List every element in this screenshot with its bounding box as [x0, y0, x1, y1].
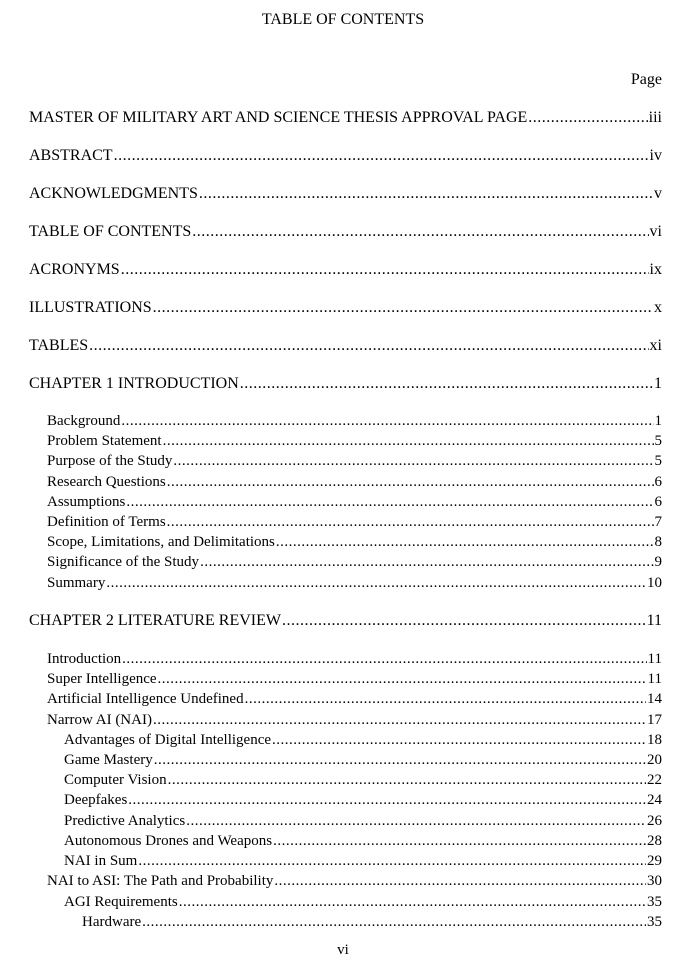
- toc-entry: [47, 689, 662, 709]
- toc-entry-page: 5: [654, 433, 662, 449]
- toc-entry-page: 18: [647, 732, 662, 748]
- toc-entry: [64, 770, 662, 790]
- toc-entry-page: 20: [647, 752, 662, 768]
- dot-leader: [282, 611, 646, 631]
- dot-leader: [89, 336, 648, 356]
- toc-entry-title: Autonomous Drones and Weapons: [64, 833, 273, 849]
- page-title: TABLE OF CONTENTS: [261, 11, 425, 28]
- toc-entry-page: 24: [647, 792, 662, 808]
- dot-leader: [173, 451, 653, 471]
- toc-entry-title: Deepfakes: [64, 792, 128, 808]
- toc-entry-page: 10: [647, 575, 662, 591]
- toc-entry: [47, 431, 662, 451]
- toc-entry: [47, 532, 662, 552]
- toc-entry: [47, 512, 662, 532]
- toc-entry: [47, 552, 662, 572]
- toc-entry-page: 8: [654, 534, 662, 550]
- toc-entry: [64, 831, 662, 851]
- toc-entry-title: Summary: [47, 575, 106, 591]
- toc-entry: [47, 871, 662, 891]
- toc-entry-page: 35: [647, 914, 662, 930]
- toc-entry-page: 9: [654, 554, 662, 570]
- footer-page-number: vi: [337, 942, 349, 958]
- toc-entry-page: 7: [654, 514, 662, 530]
- toc-entry-page: 11: [647, 651, 662, 667]
- toc-entry-page: xi: [649, 337, 662, 354]
- dot-leader: [186, 811, 646, 831]
- toc-entry-page: 11: [647, 671, 662, 687]
- page-column-heading: Page: [630, 71, 662, 88]
- dot-leader: [192, 222, 648, 242]
- toc-entry-page: 1: [654, 375, 662, 392]
- toc-entry-page: 6: [654, 494, 662, 510]
- toc-entry-page: 14: [647, 691, 662, 707]
- dot-leader: [276, 532, 654, 552]
- toc-entry-page: 11: [646, 612, 662, 629]
- dot-leader: [158, 669, 647, 689]
- toc-entry-page: x: [654, 299, 662, 316]
- dot-leader: [528, 108, 647, 128]
- toc-entry: [29, 336, 662, 356]
- dot-leader: [274, 871, 646, 891]
- toc-entry: [47, 710, 662, 730]
- toc-entry-title: Problem Statement: [47, 433, 162, 449]
- toc-entry-page: 26: [647, 813, 662, 829]
- toc-entry-title: ACKNOWLEDGMENTS: [29, 185, 198, 202]
- toc-entry-title: Narrow AI (NAI): [47, 712, 152, 728]
- dot-leader: [273, 831, 646, 851]
- toc-entry: [47, 411, 662, 431]
- toc-entry-title: Introduction: [47, 651, 122, 667]
- toc-entry-page: 5: [654, 453, 662, 469]
- toc-entry: [47, 573, 662, 593]
- toc-entry: [82, 912, 662, 932]
- toc-entry-title: ACRONYMS: [29, 261, 120, 278]
- dot-leader: [122, 649, 646, 669]
- toc-entry-title: NAI in Sum: [64, 853, 138, 869]
- dot-leader: [200, 552, 653, 572]
- toc-entry-title: Predictive Analytics: [64, 813, 186, 829]
- dot-leader: [153, 298, 653, 318]
- toc-entry-title: Artificial Intelligence Undefined: [47, 691, 244, 707]
- toc-entry-title: TABLE OF CONTENTS: [29, 223, 192, 240]
- toc-entry-page: 28: [647, 833, 662, 849]
- toc-entry-title: ABSTRACT: [29, 147, 113, 164]
- toc-entry-page: v: [654, 185, 662, 202]
- toc-entry: [47, 492, 662, 512]
- toc-entry-page: iv: [649, 147, 662, 164]
- dot-leader: [245, 689, 646, 709]
- dot-leader: [138, 851, 646, 871]
- toc-entry: [29, 611, 662, 631]
- toc-entry: [29, 374, 662, 394]
- toc-entry-page: 6: [654, 474, 662, 490]
- toc-entry-title: Computer Vision: [64, 772, 167, 788]
- toc-entry: [64, 851, 662, 871]
- dot-leader: [167, 512, 654, 532]
- toc-entry: [29, 222, 662, 242]
- dot-leader: [121, 411, 653, 431]
- toc-entry: [47, 451, 662, 471]
- toc-entry-page: 30: [647, 873, 662, 889]
- toc-entry-page: vi: [649, 223, 662, 240]
- dot-leader: [179, 892, 646, 912]
- toc-entry-page: 1: [654, 413, 662, 429]
- toc-entry-title: Research Questions: [47, 474, 166, 490]
- toc-entry-title: NAI to ASI: The Path and Probability: [47, 873, 274, 889]
- toc-entry: [64, 790, 662, 810]
- toc-entry: [47, 472, 662, 492]
- dot-leader: [142, 912, 646, 932]
- dot-leader: [272, 730, 646, 750]
- dot-leader: [153, 710, 646, 730]
- toc-entry: [47, 649, 662, 669]
- dot-leader: [167, 472, 654, 492]
- dot-leader: [163, 431, 654, 451]
- toc-entry: [29, 184, 662, 204]
- toc-entry-page: iii: [648, 109, 662, 126]
- toc-entry-page: 29: [647, 853, 662, 869]
- toc-entry-title: ILLUSTRATIONS: [29, 299, 152, 316]
- dot-leader: [168, 770, 646, 790]
- dot-leader: [240, 374, 653, 394]
- dot-leader: [114, 146, 649, 166]
- toc-entry-title: Advantages of Digital Intelligence: [64, 732, 272, 748]
- toc-entry-page: 22: [647, 772, 662, 788]
- toc-entry-title: TABLES: [29, 337, 89, 354]
- toc-entry-title: Scope, Limitations, and Delimitations: [47, 534, 275, 550]
- dot-leader: [154, 750, 646, 770]
- toc-entry-title: Definition of Terms: [47, 514, 166, 530]
- toc-entry-title: Assumptions: [47, 494, 126, 510]
- toc-entry-title: Significance of the Study: [47, 554, 200, 570]
- dot-leader: [121, 260, 649, 280]
- toc-entry: [29, 260, 662, 280]
- toc-entry: [47, 669, 662, 689]
- toc-entry-page: ix: [649, 261, 662, 278]
- dot-leader: [199, 184, 653, 204]
- toc-entry-title: CHAPTER 2 LITERATURE REVIEW: [29, 612, 281, 629]
- toc-entry-page: 35: [647, 894, 662, 910]
- dot-leader: [128, 790, 646, 810]
- toc-entry: [29, 146, 662, 166]
- toc-entry-title: Purpose of the Study: [47, 453, 173, 469]
- toc-entry-title: CHAPTER 1 INTRODUCTION: [29, 375, 239, 392]
- toc-entry-title: Hardware: [82, 914, 142, 930]
- toc-entry-title: AGI Requirements: [64, 894, 178, 910]
- toc-entry: [29, 108, 662, 128]
- dot-leader: [106, 573, 646, 593]
- toc-entry: [29, 298, 662, 318]
- toc-entry: [64, 750, 662, 770]
- toc-entry-title: Super Intelligence: [47, 671, 157, 687]
- toc-entry-title: Game Mastery: [64, 752, 153, 768]
- dot-leader: [126, 492, 653, 512]
- toc-entry-page: 17: [647, 712, 662, 728]
- toc-entry: [64, 892, 662, 912]
- toc-entry-title: MASTER OF MILITARY ART AND SCIENCE THESIS APPROVAL PAGE: [29, 109, 528, 126]
- toc-entry: [64, 730, 662, 750]
- toc-entry: [64, 811, 662, 831]
- toc-entry-title: Background: [47, 413, 121, 429]
